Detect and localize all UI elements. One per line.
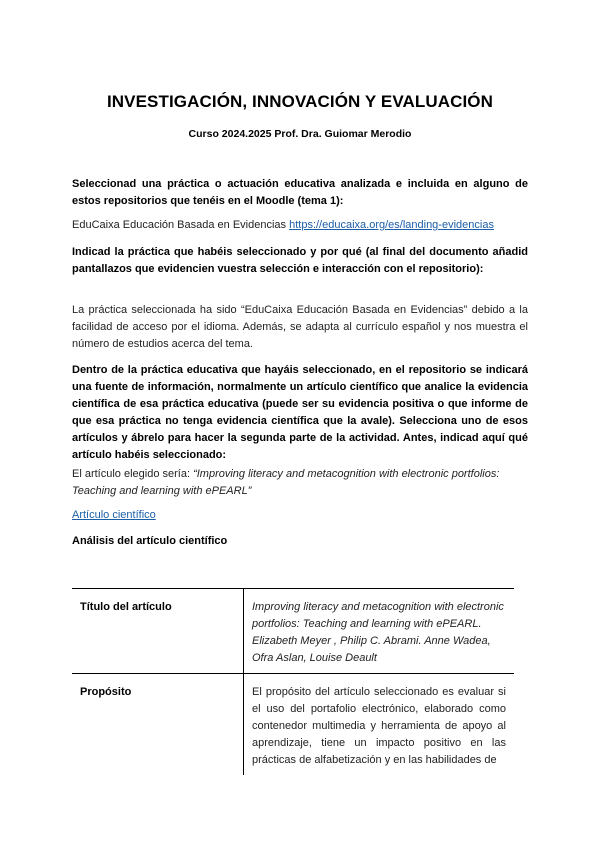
question-1: Seleccionad una práctica o actuación educativa analizada e incluida en alguno de estos repositorios que tenéis en el Moodle (tema 1): xyxy=(72,178,528,207)
answer-3 xyxy=(72,466,528,500)
table-row xyxy=(72,589,514,674)
answer-2: La práctica seleccionada ha sido “EduCaixa Educación Basada en Evidencias” debido a la facilidad de acceso por el idioma. Además, se adapta al currículo español y nos muestra el número de estudios acerca del tema. xyxy=(72,304,528,350)
article-link-row xyxy=(72,507,528,524)
article-link[interactable]: Artículo científico xyxy=(72,509,156,521)
repository-link[interactable]: https://educaixa.org/es/landing-evidencias xyxy=(289,219,494,231)
answer-1-text: EduCaixa Educación Basada en Evidencias xyxy=(72,219,290,231)
question-2: Indicad la práctica que habéis seleccionado y por qué (al final del documento añadid pantallazos que evidencien vuestra selección e interacción con el repositorio): xyxy=(72,246,528,275)
table-cell-label: Propósito xyxy=(72,674,244,776)
table-cell-value: Improving literacy and metacognition with electronic portfolios: Teaching and learning with ePEARL. Elizabeth Meyer , Philip C. Abrami. Anne Wadea, Ofra Aslan, Louise Deault xyxy=(244,589,515,674)
table-cell-value: El propósito del artículo seleccionado es evaluar si el uso del portafolio electrónico, elaborado como contenedor multimedia y herramienta de apoyo al aprendizaje, tiene un impacto positivo en las prácticas de alfabetización y en las habilidades de xyxy=(244,674,515,776)
article-analysis-table xyxy=(72,588,514,775)
answer-1 xyxy=(72,217,528,234)
analysis-heading: Análisis del artículo científico xyxy=(72,535,228,547)
question-3: Dentro de la práctica educativa que hayáis seleccionado, en el repositorio se indicará una fuente de información, normalmente un artículo científico que analice la evidencia científica de esa práctica educativa (puede ser su evidencia positiva o que informe de que esa práctica no tenga evidencia científica que la avale). Selecciona uno de esos artículos y ábrelo para hacer la segunda parte de la actividad. Antes, indicad aquí qué artículo habéis seleccionado: xyxy=(72,364,528,461)
table-row xyxy=(72,674,514,776)
table-cell-label: Título del artículo xyxy=(72,589,244,674)
document-subtitle: Curso 2024.2025 Prof. Dra. Guiomar Merodio xyxy=(188,128,412,140)
answer-3-prefix: El artículo elegido sería: xyxy=(72,468,194,480)
document-title: INVESTIGACIÓN, INNOVACIÓN Y EVALUACIÓN xyxy=(106,92,494,111)
answer-3-article-title: “Improving literacy and metacognition with electronic portfolios: Teaching and learning with ePEARL” xyxy=(72,468,500,497)
